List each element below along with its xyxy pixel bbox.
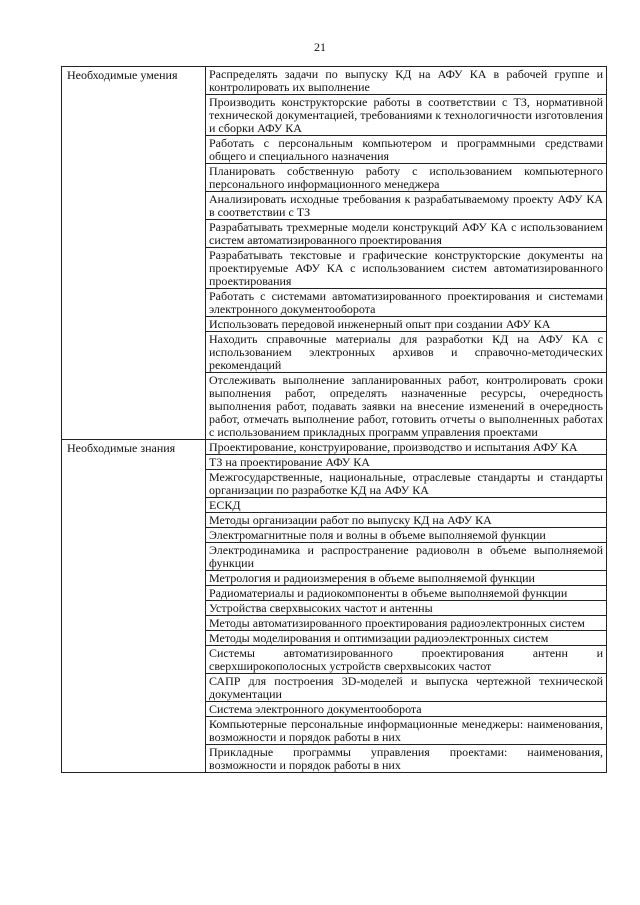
- requirement-item: Прикладные программы управления проектами: наименования, возможности и порядок работы в них: [206, 745, 607, 773]
- requirement-item: ТЗ на проектирование АФУ КА: [206, 455, 607, 470]
- requirement-item: САПР для построения 3D-моделей и выпуска чертежной технической документации: [206, 674, 607, 702]
- requirement-item: Отслеживать выполнение запланированных работ, контролировать сроки выполнения работ, определять назначенные ресурсы, очередность выполнения работ, подавать заявки на внесение изменений в очередность работ, отмечать выполнение работ, готовить отчеты о выполненных работах с использованием прикладных программ управления проектами: [206, 373, 607, 440]
- requirement-item: Разрабатывать текстовые и графические конструкторские документы на проектируемые АФУ КА с использованием систем автоматизированного проектирования: [206, 248, 607, 289]
- requirement-item: Находить справочные материалы для разработки КД на АФУ КА с использованием электронных архивов и справочно-методических рекомендаций: [206, 332, 607, 373]
- table-row: [62, 440, 607, 455]
- requirement-item: Разрабатывать трехмерные модели конструкций АФУ КА с использованием систем автоматизированного проектирования: [206, 220, 607, 248]
- requirement-item: Планировать собственную работу с использованием компьютерного персонального информационного менеджера: [206, 164, 607, 192]
- requirement-item: Проектирование, конструирование, производство и испытания АФУ КА: [206, 440, 607, 455]
- page-number: 21: [314, 40, 326, 54]
- requirement-item: Методы организации работ по выпуску КД на АФУ КА: [206, 513, 607, 528]
- requirement-item: Радиоматериалы и радиокомпоненты в объеме выполняемой функции: [206, 586, 607, 601]
- requirement-item: Система электронного документооборота: [206, 702, 607, 717]
- requirement-item: Устройства сверхвысоких частот и антенны: [206, 601, 607, 616]
- requirement-item: Анализировать исходные требования к разрабатываемому проекту АФУ КА в соответствии с ТЗ: [206, 192, 607, 220]
- table-row: [62, 67, 607, 95]
- requirement-item: Работать с системами автоматизированного проектирования и системами электронного документооборота: [206, 289, 607, 317]
- requirement-item: Распределять задачи по выпуску КД на АФУ КА в рабочей группе и контролировать их выполнение: [206, 67, 607, 95]
- requirement-item: Электродинамика и распространение радиоволн в объеме выполняемой функции: [206, 543, 607, 571]
- section-label: Необходимые умения: [62, 67, 206, 440]
- requirement-item: Производить конструкторские работы в соответствии с ТЗ, нормативной технической документацией, требованиями к технологичности изготовления и сборки АФУ КА: [206, 95, 607, 136]
- requirement-item: Работать с персональным компьютером и программными средствами общего и специального назначения: [206, 136, 607, 164]
- requirements-table-body: [62, 67, 607, 773]
- requirement-item: ЕСКД: [206, 498, 607, 513]
- requirement-item: Межгосударственные, национальные, отраслевые стандарты и стандарты организации по разработке КД на АФУ КА: [206, 470, 607, 498]
- requirement-item: Компьютерные персональные информационные менеджеры: наименования, возможности и порядок работы в них: [206, 717, 607, 745]
- requirements-table: [61, 66, 607, 773]
- section-label: Необходимые знания: [62, 440, 206, 773]
- requirement-item: Метрология и радиоизмерения в объеме выполняемой функции: [206, 571, 607, 586]
- requirement-item: Методы моделирования и оптимизации радиоэлектронных систем: [206, 631, 607, 646]
- requirement-item: Методы автоматизированного проектирования радиоэлектронных систем: [206, 616, 607, 631]
- requirement-item: Системы автоматизированного проектирования антенн и сверхширокополосных устройств сверхвысоких частот: [206, 646, 607, 674]
- requirement-item: Электромагнитные поля и волны в объеме выполняемой функции: [206, 528, 607, 543]
- requirement-item: Использовать передовой инженерный опыт при создании АФУ КА: [206, 317, 607, 332]
